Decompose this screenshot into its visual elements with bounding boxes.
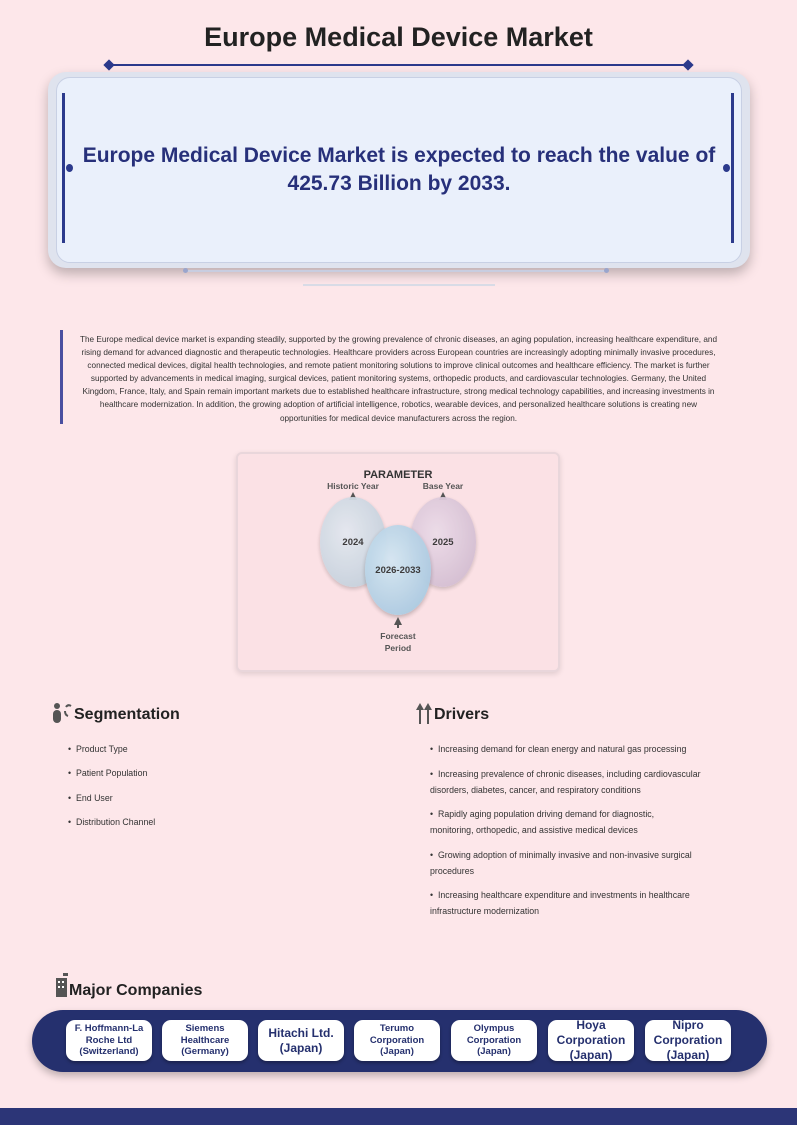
driver-item: • Growing adoption of minimally invasive and non-invasive surgical procedures — [430, 850, 692, 876]
divider-diamond-right — [682, 59, 693, 70]
hero-dot-right — [723, 164, 730, 172]
company-card: Siemens Healthcare (Germany) — [162, 1020, 248, 1061]
forecast-period-value: 2026-2033 — [375, 564, 421, 576]
forecast-label-line1: Forecast — [380, 631, 416, 641]
hero-underline-short — [303, 284, 495, 286]
segmentation-item: • End User — [68, 793, 113, 803]
underline-dot-right — [604, 268, 609, 273]
segmentation-item: • Patient Population — [68, 768, 148, 778]
historic-year-label: Historic Year — [327, 481, 379, 491]
company-card: F. Hoffmann-La Roche Ltd (Switzerland) — [66, 1020, 152, 1061]
page-title: Europe Medical Device Market — [204, 22, 593, 52]
base-year-label: Base Year — [422, 481, 464, 491]
driver-item: • Rapidly aging population driving demand for diagnostic, monitoring, orthopedic, and assistive medical devices — [430, 809, 655, 835]
historic-year-value: 2024 — [342, 536, 364, 548]
hero-bar-right — [731, 93, 734, 243]
base-year-value: 2025 — [432, 536, 454, 548]
company-card: Nipro Corporation (Japan) — [645, 1020, 731, 1061]
company-card: Terumo Corporation (Japan) — [354, 1020, 440, 1061]
up-arrows-icon — [414, 701, 434, 725]
building-icon — [54, 972, 70, 998]
title-divider — [112, 64, 688, 66]
drivers-heading: Drivers — [434, 706, 490, 723]
driver-item: • Increasing demand for clean energy and natural gas processing — [430, 744, 687, 754]
driver-item: • Increasing prevalence of chronic diseases, including cardiovascular disorders, diabetes, cancer, and respiratory conditions — [430, 769, 701, 795]
companies-heading: Major Companies — [69, 982, 203, 999]
segmentation-item: • Distribution Channel — [68, 817, 156, 827]
hero-underline — [185, 270, 607, 272]
hero-bar-left — [62, 93, 65, 243]
description-accent-bar — [60, 330, 63, 424]
forecast-label-line2: Period — [384, 643, 412, 653]
parameter-title: PARAMETER — [363, 469, 433, 481]
forecast-period-ellipse — [365, 525, 431, 615]
underline-dot-left — [183, 268, 188, 273]
company-card: Olympus Corporation (Japan) — [451, 1020, 537, 1061]
forecast-period-label — [363, 630, 433, 654]
company-card: Hitachi Ltd. (Japan) — [258, 1020, 344, 1061]
footer-bar — [0, 1108, 797, 1125]
driver-item: • Increasing healthcare expenditure and investments in healthcare infrastructure modernization — [430, 890, 690, 916]
company-card: Hoya Corporation (Japan) — [548, 1020, 634, 1061]
segmentation-item: • Product Type — [68, 744, 128, 754]
forecast-arrow-stem — [397, 622, 399, 628]
hero-card — [56, 77, 742, 263]
market-description: The Europe medical device market is expanding steadily, supported by the growing prevalence of chronic diseases, an aging population, increasing healthcare expenditure, and rising demand for advanced diagnostic and therapeutic technologies. Healthcare providers across European countries are increasingly adopting minimally invasive procedures, connected medical devices, digital health technologies, and remote patient monitoring solutions to improve clinical outcomes and healthcare efficiency. The market is further supported by advancements in medical imaging, surgical devices, patient monitoring systems, orthopedic products, and cardiovascular technologies. Germany, the United Kingdom, France, Italy, and Spain remain important markets due to established healthcare infrastructure, strong medical technology capabilities, and increasing investments in healthcare modernization. In addition, the growing adoption of artificial intelligence, robotics, wearable devices, and personalized healthcare solutions is creating new opportunities for medical device manufacturers across the region. — [79, 335, 718, 423]
divider-diamond-left — [103, 59, 114, 70]
hero-dot-left — [66, 164, 73, 172]
segmentation-heading: Segmentation — [74, 706, 180, 723]
people-icon — [50, 701, 74, 725]
hero-headline: Europe Medical Device Market is expected to reach the value of 425.73 Billion by 2033. — [82, 143, 716, 195]
